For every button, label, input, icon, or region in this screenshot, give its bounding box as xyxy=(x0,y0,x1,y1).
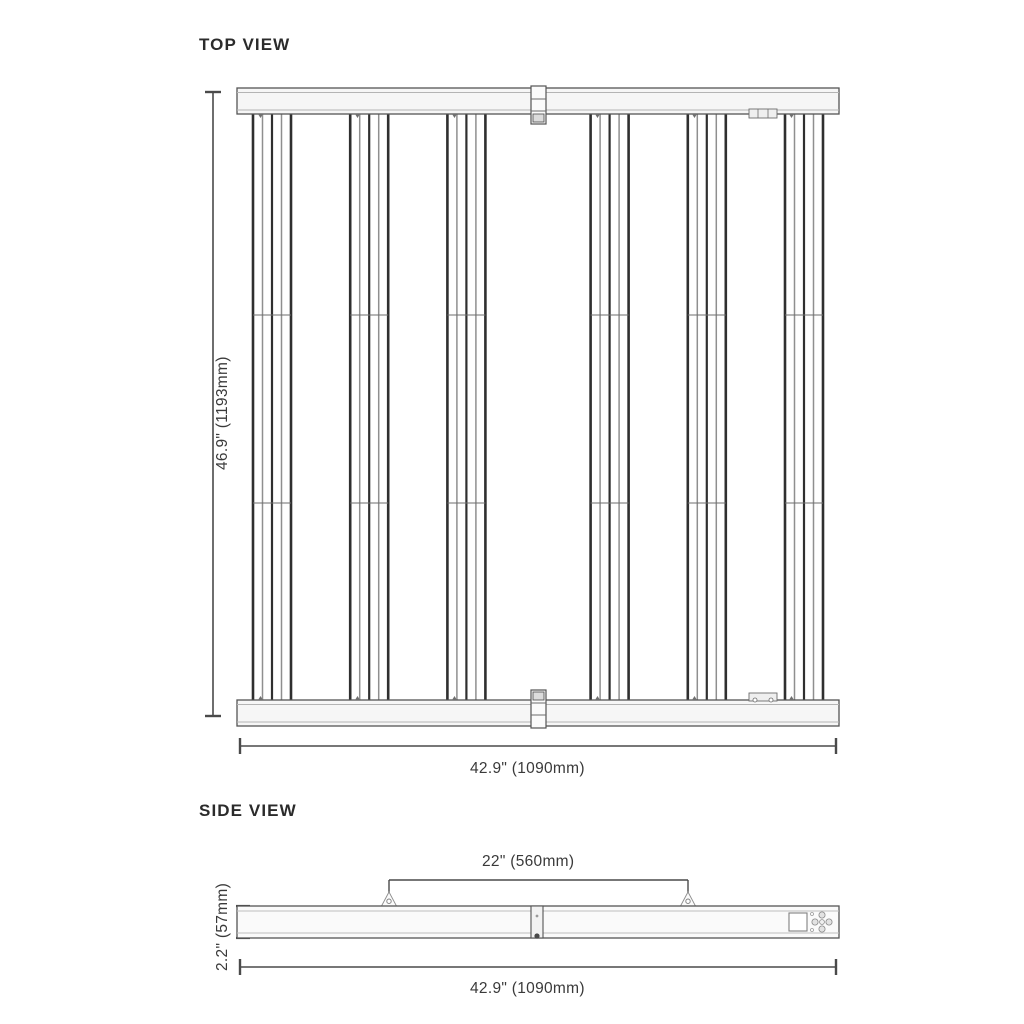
hanger-bracket-left xyxy=(382,892,397,906)
led-bar-group xyxy=(688,113,726,700)
top-view-width-dimension-label: 42.9" (1090mm) xyxy=(470,760,585,777)
secondary-indicator-led xyxy=(811,929,814,932)
display-screen xyxy=(789,913,807,931)
top-view-height-dimension-line xyxy=(205,92,221,716)
led-bar-group xyxy=(253,113,291,700)
side-view-width-dimension-label: 42.9" (1090mm) xyxy=(470,980,585,997)
side-view-hanger-span-dimension-line xyxy=(389,880,688,896)
led-bar-group xyxy=(785,113,823,700)
top-view-title: TOP VIEW xyxy=(199,35,291,54)
led-bar-array xyxy=(253,113,823,700)
led-bar-group xyxy=(350,113,388,700)
side-view-height-dimension-label: 2.2" (57mm) xyxy=(214,882,231,971)
side-view-title: SIDE VIEW xyxy=(199,801,297,820)
top-view-height-dimension-label: 46.9" (1193mm) xyxy=(214,356,231,470)
led-bar-group xyxy=(447,113,485,700)
side-view-group xyxy=(236,880,839,975)
driver-port-detail xyxy=(749,109,777,118)
top-view-group xyxy=(205,86,839,754)
led-bar-group xyxy=(591,113,629,700)
hanger-bracket-right xyxy=(681,892,696,906)
side-center-joint xyxy=(531,906,543,939)
bottom-center-connector xyxy=(531,690,546,728)
bottom-driver-port-detail xyxy=(749,693,777,702)
top-center-connector xyxy=(531,86,546,124)
side-view-hanger-span-dimension-label: 22" (560mm) xyxy=(482,853,575,870)
top-view-width-dimension-line xyxy=(240,738,836,754)
side-view-width-dimension-line xyxy=(240,959,836,975)
indicator-led xyxy=(811,913,814,916)
